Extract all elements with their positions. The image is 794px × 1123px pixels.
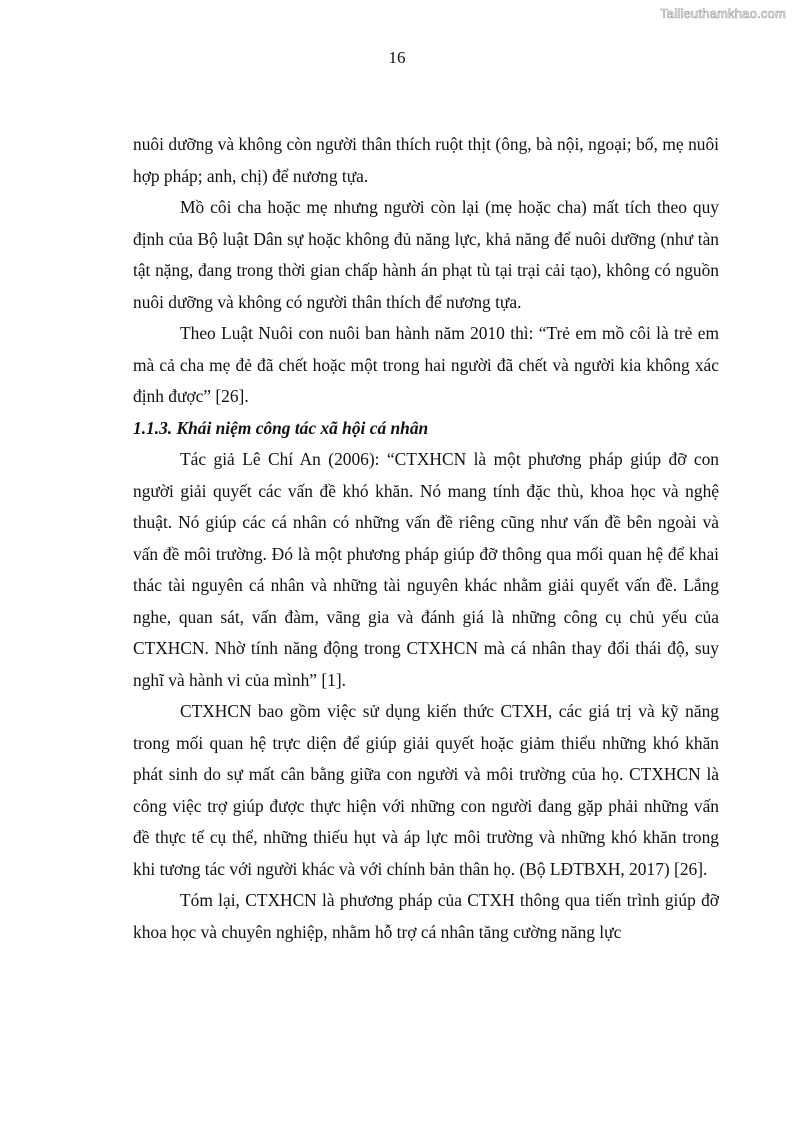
watermark-text: Tailieuthamkhao.com (660, 6, 786, 21)
section-heading: 1.1.3. Khái niệm công tác xã hội cá nhân (133, 417, 429, 438)
paragraph-ctxhcn-scope: CTXHCN bao gồm việc sử dụng kiến thức CTXH, các giá trị và kỹ năng trong mối quan hệ trực diện để giúp giải quyết hoặc giảm thiểu những khó khăn phát sinh do sự mất cân bằng giữa con người và môi trường của họ. CTXHCN là công việc trợ giúp được thực hiện với những con người đang gặp phải những vấn đề thực tế cụ thể, những thiếu hụt và áp lực môi trường và những khó khăn trong khi tương tác với người khác và với chính bản thân họ. (Bộ LĐTBXH, 2017) [26]. (133, 701, 719, 879)
paragraph-le-chi-an-definition: Tác giả Lê Chí An (2006): “CTXHCN là một phương pháp giúp đỡ con người giải quyết các vấn đề khó khăn. Nó mang tính đặc thù, khoa học và nghệ thuật. Nó giúp các cá nhân có những vấn đề riêng cũng như vấn đề bên ngoài và vấn đề môi trường. Đó là một phương pháp giúp đỡ thông qua mối quan hệ để khai thác tài nguyên cá nhân và những tài nguyên khác nhằm giải quyết vấn đề. Lắng nghe, quan sát, vấn đàm, vãng gia và đánh giá là những công cụ chủ yếu của CTXHCN. Nhờ tính năng động trong CTXHCN mà cá nhân thay đổi thái độ, suy nghĩ và hành vi của mình” [1]. (133, 449, 719, 690)
document-body (133, 129, 719, 948)
paragraph-continuation: nuôi dưỡng và không còn người thân thích ruột thịt (ông, bà nội, ngoại; bố, mẹ nuôi hợp pháp; anh, chị) để nương tựa. (133, 134, 719, 186)
page-number: 16 (388, 48, 406, 67)
paragraph-orphan-one-parent: Mồ côi cha hoặc mẹ nhưng người còn lại (mẹ hoặc cha) mất tích theo quy định của Bộ luật Dân sự hoặc không đủ năng lực, khả năng để nuôi dưỡng (như tàn tật nặng, đang trong thời gian chấp hành án phạt tù tại trại cải tạo), không có nguồn nuôi dưỡng và không có người thân thích để nương tựa. (133, 197, 719, 312)
paragraph-adoption-law: Theo Luật Nuôi con nuôi ban hành năm 2010 thì: “Trẻ em mồ côi là trẻ em mà cả cha mẹ đẻ đã chết hoặc một trong hai người đã chết và người kia không xác định được” [26]. (133, 323, 719, 406)
paragraph-summary: Tóm lại, CTXHCN là phương pháp của CTXH thông qua tiến trình giúp đỡ khoa học và chuyên nghiệp, nhằm hỗ trợ cá nhân tăng cường năng lực (133, 890, 719, 942)
